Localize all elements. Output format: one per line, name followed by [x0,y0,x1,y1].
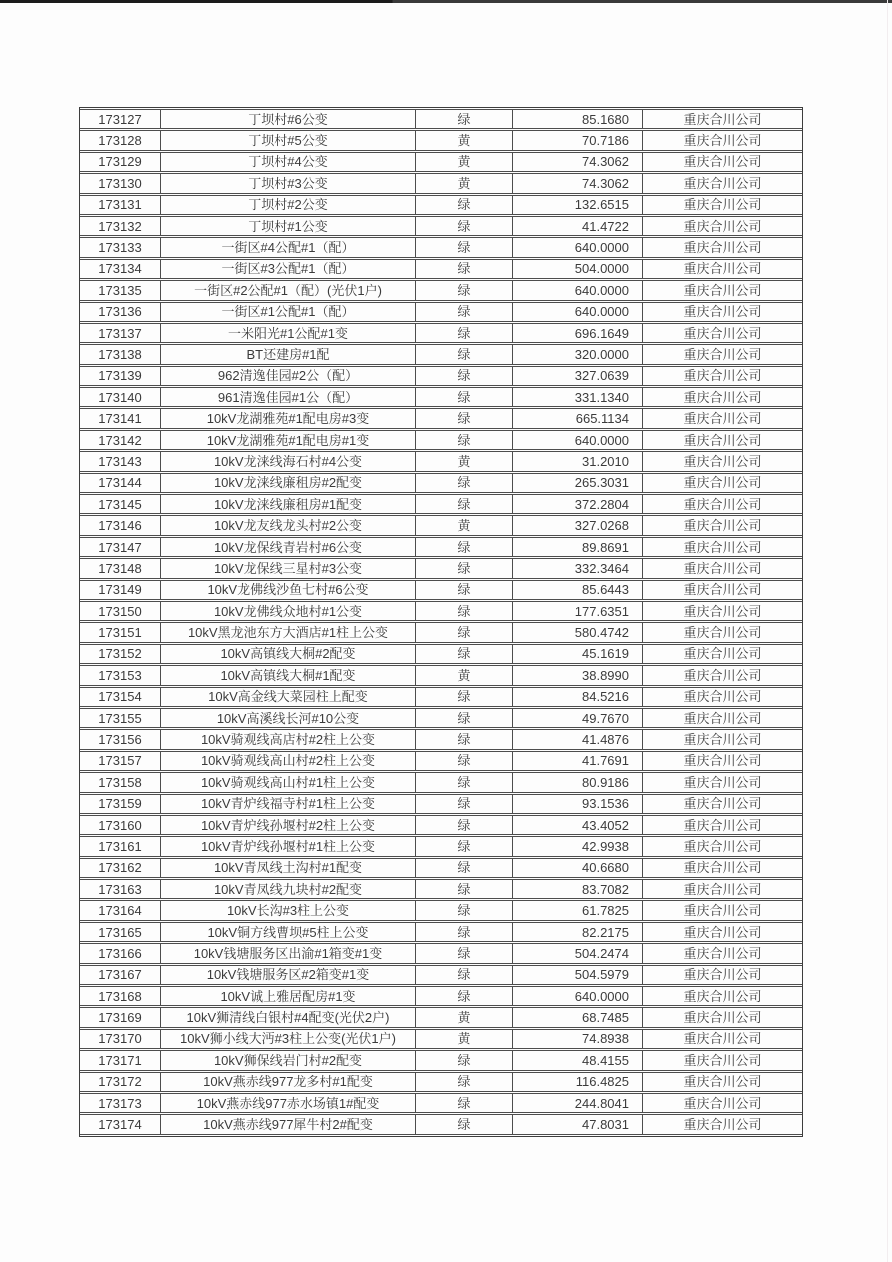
cell-status: 绿 [415,302,512,322]
cell-status: 绿 [415,708,512,728]
table-row [80,879,802,899]
cell-name: 10kV钱塘服务区#2箱变#1变 [160,965,415,985]
cell-id: 173169 [80,1007,160,1027]
cell-value: 68.7485 [512,1007,642,1027]
cell-status: 绿 [415,216,512,236]
cell-company: 重庆合川公司 [642,687,802,707]
cell-name: 10kV青炉线孙堰村#1柱上公变 [160,836,415,856]
table-row [80,665,802,685]
cell-name: 10kV骑观线高店村#2柱上公变 [160,729,415,749]
cell-company: 重庆合川公司 [642,922,802,942]
cell-status: 黄 [415,173,512,193]
cell-name: 961清逸佳园#1公（配） [160,387,415,407]
table-row [80,237,802,257]
cell-company: 重庆合川公司 [642,879,802,899]
cell-company: 重庆合川公司 [642,729,802,749]
cell-name: 一街区#3公配#1（配） [160,259,415,279]
cell-value: 38.8990 [512,665,642,685]
table-row [80,515,802,535]
cell-name: 10kV狮保线岩门村#2配变 [160,1050,415,1070]
cell-id: 173141 [80,408,160,428]
cell-value: 327.0268 [512,515,642,535]
cell-company: 重庆合川公司 [642,280,802,300]
cell-value: 696.1649 [512,323,642,343]
cell-status: 绿 [415,965,512,985]
cell-id: 173132 [80,216,160,236]
cell-id: 173135 [80,280,160,300]
cell-id: 173128 [80,130,160,150]
cell-status: 黄 [415,1007,512,1027]
cell-status: 绿 [415,580,512,600]
cell-company: 重庆合川公司 [642,1072,802,1092]
table-row [80,109,802,129]
table-row [80,408,802,428]
cell-status: 绿 [415,323,512,343]
cell-company: 重庆合川公司 [642,109,802,129]
cell-value: 70.7186 [512,130,642,150]
table-row [80,729,802,749]
cell-value: 83.7082 [512,879,642,899]
table-row [80,772,802,792]
table-row [80,173,802,193]
cell-id: 173143 [80,451,160,471]
table-row [80,302,802,322]
cell-company: 重庆合川公司 [642,216,802,236]
cell-name: 10kV黑龙池东方大酒店#1柱上公变 [160,622,415,642]
cell-company: 重庆合川公司 [642,986,802,1006]
cell-id: 173154 [80,687,160,707]
cell-name: 10kV诚上雅居配房#1变 [160,986,415,1006]
cell-name: 10kV高金线大菜园柱上配变 [160,687,415,707]
cell-id: 173142 [80,430,160,450]
cell-id: 173163 [80,879,160,899]
table-row [80,1114,802,1134]
cell-value: 43.4052 [512,815,642,835]
cell-id: 173171 [80,1050,160,1070]
cell-company: 重庆合川公司 [642,708,802,728]
cell-value: 93.1536 [512,794,642,814]
table-row [80,922,802,942]
cell-status: 黄 [415,665,512,685]
table-row [80,1050,802,1070]
cell-company: 重庆合川公司 [642,451,802,471]
cell-id: 173136 [80,302,160,322]
cell-value: 640.0000 [512,302,642,322]
cell-status: 绿 [415,601,512,621]
cell-id: 173156 [80,729,160,749]
cell-status: 绿 [415,751,512,771]
cell-id: 173166 [80,943,160,963]
table-row [80,216,802,236]
table-row [80,1093,802,1113]
cell-value: 504.2474 [512,943,642,963]
cell-company: 重庆合川公司 [642,494,802,514]
cell-id: 173146 [80,515,160,535]
cell-value: 320.0000 [512,344,642,364]
cell-name: BT还建房#1配 [160,344,415,364]
cell-status: 绿 [415,900,512,920]
cell-id: 173167 [80,965,160,985]
cell-company: 重庆合川公司 [642,387,802,407]
cell-company: 重庆合川公司 [642,965,802,985]
cell-name: 丁坝村#2公变 [160,195,415,215]
cell-value: 49.7670 [512,708,642,728]
cell-id: 173145 [80,494,160,514]
cell-status: 绿 [415,815,512,835]
cell-name: 10kV狮小线大沔#3柱上公变(光伏1户) [160,1029,415,1049]
table-row [80,195,802,215]
cell-id: 173150 [80,601,160,621]
cell-id: 173160 [80,815,160,835]
table-row [80,986,802,1006]
cell-name: 10kV高溪线长河#10公变 [160,708,415,728]
table-row [80,473,802,493]
cell-name: 10kV龙湖雅苑#1配电房#1变 [160,430,415,450]
cell-company: 重庆合川公司 [642,943,802,963]
table-row [80,1029,802,1049]
cell-status: 黄 [415,130,512,150]
table-row [80,537,802,557]
cell-id: 173168 [80,986,160,1006]
cell-status: 黄 [415,515,512,535]
cell-value: 40.6680 [512,858,642,878]
cell-status: 黄 [415,1029,512,1049]
cell-name: 10kV龙湖雅苑#1配电房#3变 [160,408,415,428]
cell-company: 重庆合川公司 [642,1093,802,1113]
cell-status: 绿 [415,1050,512,1070]
cell-id: 173127 [80,109,160,129]
cell-value: 265.3031 [512,473,642,493]
cell-status: 绿 [415,366,512,386]
cell-status: 黄 [415,152,512,172]
cell-name: 10kV燕赤线977赤水场镇1#配变 [160,1093,415,1113]
transformer-table-body [80,109,802,1135]
cell-name: 10kV骑观线高山村#1柱上公变 [160,772,415,792]
cell-id: 173131 [80,195,160,215]
cell-status: 绿 [415,922,512,942]
cell-company: 重庆合川公司 [642,1029,802,1049]
table-row [80,815,802,835]
cell-name: 10kV骑观线高山村#2柱上公变 [160,751,415,771]
cell-name: 10kV龙涞线海石村#4公变 [160,451,415,471]
cell-value: 640.0000 [512,430,642,450]
table-row [80,1007,802,1027]
cell-company: 重庆合川公司 [642,836,802,856]
cell-id: 173134 [80,259,160,279]
cell-name: 10kV狮清线白银村#4配变(光伏2户) [160,1007,415,1027]
cell-name: 丁坝村#5公变 [160,130,415,150]
cell-value: 132.6515 [512,195,642,215]
table-row [80,900,802,920]
cell-status: 绿 [415,387,512,407]
cell-value: 85.6443 [512,580,642,600]
table-row [80,858,802,878]
cell-value: 82.2175 [512,922,642,942]
cell-value: 116.4825 [512,1072,642,1092]
page-right-edge-line [887,0,888,1262]
cell-company: 重庆合川公司 [642,408,802,428]
cell-name: 10kV龙佛线沙鱼七村#6公变 [160,580,415,600]
table-row [80,430,802,450]
table-row [80,323,802,343]
cell-id: 173139 [80,366,160,386]
cell-value: 74.3062 [512,152,642,172]
cell-value: 327.0639 [512,366,642,386]
cell-id: 173170 [80,1029,160,1049]
cell-status: 绿 [415,772,512,792]
cell-status: 绿 [415,729,512,749]
cell-value: 372.2804 [512,494,642,514]
cell-value: 80.9186 [512,772,642,792]
cell-value: 244.8041 [512,1093,642,1113]
cell-status: 绿 [415,858,512,878]
page-top-edge-line [0,0,892,3]
cell-value: 640.0000 [512,280,642,300]
cell-id: 173148 [80,558,160,578]
cell-id: 173144 [80,473,160,493]
cell-status: 绿 [415,195,512,215]
table-row [80,387,802,407]
cell-name: 丁坝村#1公变 [160,216,415,236]
cell-status: 绿 [415,986,512,1006]
cell-id: 173152 [80,644,160,664]
cell-status: 绿 [415,558,512,578]
table-row [80,1072,802,1092]
cell-value: 580.4742 [512,622,642,642]
cell-company: 重庆合川公司 [642,858,802,878]
cell-name: 10kV龙涞线廉租房#2配变 [160,473,415,493]
cell-company: 重庆合川公司 [642,259,802,279]
cell-company: 重庆合川公司 [642,366,802,386]
cell-value: 48.4155 [512,1050,642,1070]
cell-status: 绿 [415,408,512,428]
cell-status: 绿 [415,943,512,963]
cell-id: 173133 [80,237,160,257]
cell-company: 重庆合川公司 [642,537,802,557]
cell-name: 10kV高镇线大桐#1配变 [160,665,415,685]
cell-status: 绿 [415,109,512,129]
cell-company: 重庆合川公司 [642,344,802,364]
cell-value: 89.8691 [512,537,642,557]
cell-company: 重庆合川公司 [642,644,802,664]
cell-value: 74.3062 [512,173,642,193]
cell-status: 绿 [415,473,512,493]
cell-company: 重庆合川公司 [642,1007,802,1027]
cell-status: 绿 [415,494,512,514]
cell-id: 173164 [80,900,160,920]
cell-name: 10kV燕赤线977龙多村#1配变 [160,1072,415,1092]
cell-name: 10kV高镇线大桐#2配变 [160,644,415,664]
cell-company: 重庆合川公司 [642,473,802,493]
cell-value: 665.1134 [512,408,642,428]
cell-id: 173158 [80,772,160,792]
cell-id: 173137 [80,323,160,343]
table-row [80,965,802,985]
cell-company: 重庆合川公司 [642,515,802,535]
cell-name: 10kV青凤线九块村#2配变 [160,879,415,899]
cell-id: 173157 [80,751,160,771]
table-row [80,687,802,707]
transformer-table-container [79,107,801,1137]
cell-status: 绿 [415,430,512,450]
cell-status: 绿 [415,836,512,856]
cell-id: 173162 [80,858,160,878]
cell-value: 41.7691 [512,751,642,771]
cell-id: 173129 [80,152,160,172]
cell-name: 10kV长沟#3柱上公变 [160,900,415,920]
table-row [80,601,802,621]
cell-company: 重庆合川公司 [642,195,802,215]
cell-value: 332.3464 [512,558,642,578]
cell-status: 绿 [415,644,512,664]
cell-value: 74.8938 [512,1029,642,1049]
cell-company: 重庆合川公司 [642,622,802,642]
cell-company: 重庆合川公司 [642,601,802,621]
cell-value: 84.5216 [512,687,642,707]
cell-name: 10kV铜方线曹坝#5柱上公变 [160,922,415,942]
cell-name: 一街区#4公配#1（配） [160,237,415,257]
cell-company: 重庆合川公司 [642,173,802,193]
table-row [80,344,802,364]
cell-name: 10kV青炉线福寺村#1柱上公变 [160,794,415,814]
cell-status: 绿 [415,1093,512,1113]
cell-value: 47.8031 [512,1114,642,1134]
cell-company: 重庆合川公司 [642,815,802,835]
cell-id: 173149 [80,580,160,600]
cell-status: 绿 [415,259,512,279]
cell-status: 绿 [415,622,512,642]
transformer-table [79,107,803,1137]
cell-value: 61.7825 [512,900,642,920]
cell-name: 10kV龙佛线众地村#1公变 [160,601,415,621]
cell-id: 173140 [80,387,160,407]
cell-id: 173147 [80,537,160,557]
cell-name: 丁坝村#6公变 [160,109,415,129]
table-row [80,259,802,279]
cell-name: 丁坝村#4公变 [160,152,415,172]
table-row [80,130,802,150]
cell-company: 重庆合川公司 [642,794,802,814]
cell-name: 10kV燕赤线977犀牛村2#配变 [160,1114,415,1134]
cell-value: 640.0000 [512,986,642,1006]
cell-company: 重庆合川公司 [642,558,802,578]
cell-id: 173155 [80,708,160,728]
cell-id: 173153 [80,665,160,685]
table-row [80,152,802,172]
cell-company: 重庆合川公司 [642,665,802,685]
cell-id: 173159 [80,794,160,814]
cell-id: 173174 [80,1114,160,1134]
cell-value: 41.4876 [512,729,642,749]
cell-company: 重庆合川公司 [642,900,802,920]
cell-company: 重庆合川公司 [642,237,802,257]
cell-status: 绿 [415,1072,512,1092]
cell-name: 10kV龙友线龙头村#2公变 [160,515,415,535]
table-row [80,751,802,771]
cell-name: 一米阳光#1公配#1变 [160,323,415,343]
table-row [80,943,802,963]
cell-name: 10kV龙涞线廉租房#1配变 [160,494,415,514]
cell-status: 绿 [415,1114,512,1134]
cell-id: 173173 [80,1093,160,1113]
cell-company: 重庆合川公司 [642,130,802,150]
cell-status: 绿 [415,237,512,257]
cell-name: 962清逸佳园#2公（配） [160,366,415,386]
cell-name: 丁坝村#3公变 [160,173,415,193]
table-row [80,794,802,814]
cell-status: 绿 [415,794,512,814]
cell-company: 重庆合川公司 [642,1050,802,1070]
table-row [80,494,802,514]
table-row [80,280,802,300]
table-row [80,451,802,471]
cell-value: 42.9938 [512,836,642,856]
cell-id: 173172 [80,1072,160,1092]
cell-value: 504.0000 [512,259,642,279]
cell-company: 重庆合川公司 [642,152,802,172]
table-row [80,644,802,664]
cell-value: 504.5979 [512,965,642,985]
cell-value: 45.1619 [512,644,642,664]
cell-id: 173138 [80,344,160,364]
table-row [80,580,802,600]
cell-company: 重庆合川公司 [642,1114,802,1134]
cell-name: 一街区#2公配#1（配）(光伏1户) [160,280,415,300]
cell-company: 重庆合川公司 [642,323,802,343]
cell-name: 一街区#1公配#1（配） [160,302,415,322]
cell-company: 重庆合川公司 [642,302,802,322]
cell-status: 绿 [415,537,512,557]
cell-name: 10kV钱塘服务区出渝#1箱变#1变 [160,943,415,963]
cell-id: 173161 [80,836,160,856]
cell-status: 黄 [415,451,512,471]
cell-name: 10kV龙保线青岩村#6公变 [160,537,415,557]
cell-name: 10kV青炉线孙堰村#2柱上公变 [160,815,415,835]
cell-status: 绿 [415,344,512,364]
cell-value: 85.1680 [512,109,642,129]
cell-company: 重庆合川公司 [642,772,802,792]
cell-name: 10kV青凤线土沟村#1配变 [160,858,415,878]
cell-company: 重庆合川公司 [642,580,802,600]
cell-value: 640.0000 [512,237,642,257]
table-row [80,622,802,642]
cell-value: 31.2010 [512,451,642,471]
cell-id: 173165 [80,922,160,942]
cell-company: 重庆合川公司 [642,751,802,771]
cell-value: 177.6351 [512,601,642,621]
cell-name: 10kV龙保线三星村#3公变 [160,558,415,578]
cell-status: 绿 [415,879,512,899]
table-row [80,836,802,856]
table-row [80,366,802,386]
cell-value: 331.1340 [512,387,642,407]
table-row [80,558,802,578]
cell-id: 173151 [80,622,160,642]
cell-status: 绿 [415,687,512,707]
cell-company: 重庆合川公司 [642,430,802,450]
cell-value: 41.4722 [512,216,642,236]
cell-status: 绿 [415,280,512,300]
cell-id: 173130 [80,173,160,193]
table-row [80,708,802,728]
